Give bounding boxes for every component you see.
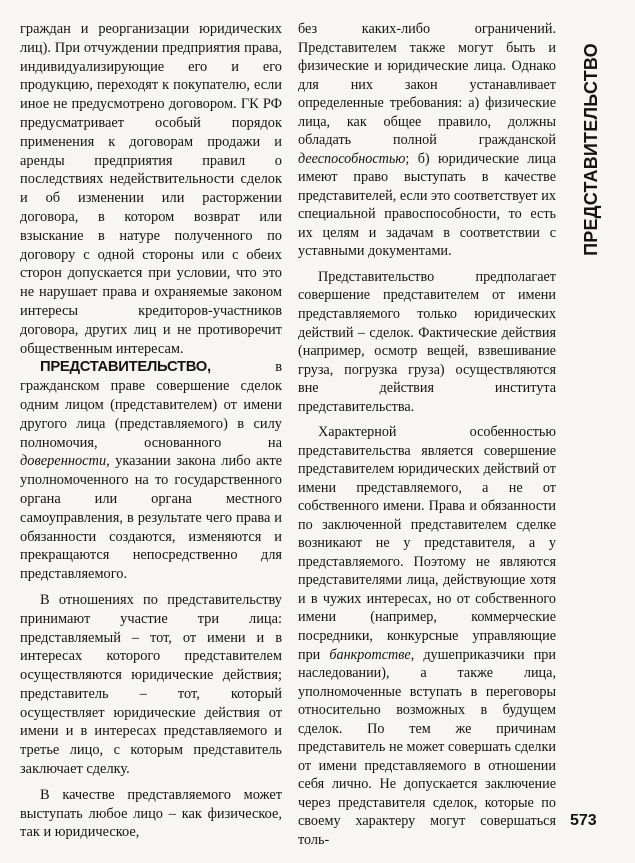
text-part: без каких-либо ограничений. Представителем также могут быть и физические и юридические лица. Однако для них закон устанавливает определенные требования: а) физические лица, как общее правило, должны обладать полной гражданской: [298, 21, 556, 149]
paragraph: В отношениях по представительству принимают участие три лица: представляемый – тот, от имени и в интересах которого представителем осуществляются юридические действия; представитель – тот, который осуществляет юридические действия от имени и в интересах представляемого и третье лицо, с которым представитель заключает сделку.: [20, 591, 282, 778]
page-number: 573: [570, 812, 597, 829]
text-part: Характерной особенностью представительства является совершение представителем юридических действий от имени представляемого, а не от собственного имени. Права и обязанности по заключенной представителем сделке возникают не у представителя, а у представляемого. Поэтому не являются представителями лица, действующие хотя и в чужих интересах, но от собственного имени (например, коммерческие посредники, конкурсные управляющие при: [298, 424, 556, 663]
paragraph: Представительство предполагает совершение представителем от имени представляемого только юридических действий – сделок. Фактические действия (например, осмотр вещей, взвешивание груза, погрузка груза) осуществляются вне действия института представительства.: [298, 268, 556, 415]
right-text-column: [298, 20, 556, 849]
running-head-text: ПРЕДСТАВИТЕЛЬСТВО: [580, 42, 601, 256]
cross-reference-link-bankrotstvo[interactable]: банкротстве: [329, 646, 411, 663]
cross-reference-link-deesposobnost[interactable]: дееспособностью: [298, 150, 406, 167]
entry-headword: ПРЕДСТАВИТЕЛЬСТВО,: [40, 359, 211, 376]
paragraph: [298, 423, 556, 849]
entry-text-part: в гражданском праве совершение сделок одним лицом (представителем) от имени другого лица (представляемого) в силу полномочия, основанного на: [20, 359, 282, 451]
text-part: , душеприказчики при наследовании), а также лица, уполномоченные вступать в переговоры относительно возможных в будущем сделок. По тем же причинам представитель не может совершать сделки от имени представляемого в отношении себя лично. Не допускается заключение через представителя сделок, которые по своему характеру могут совершаться толь-: [298, 646, 556, 848]
text-part: ; б) юридические лица имеют право выступать в качестве представителей, если это соответствует их специальной правоспособности, то есть их целям и задачам в соответствии с уставными документами.: [298, 150, 556, 260]
paragraph-continued: граждан и реорганизации юридических лиц). При отчуждении предприятия права, индивидуализирующие его и его продукцию, переходят к покупателю, если иное не предусмотрено договором. ГК РФ предусматривает особый порядок применения к договорам продажи и аренды предприятия правил о последствиях недействительности сделок и об изменении или расторжении договора, в котором возврат или взыскание в натуре полученного по договору с одной стороны или с обеих сторон допускается при условии, что это не нарушает права и охраняемые законом интересы кредиторов-участников договора, других лиц и не противоречит общественным интересам.: [20, 21, 282, 357]
entry-text-part: , указании закона либо акте уполномоченного на то государственного органа или органа местного самоуправления, в результате чего права и обязанности создаются, изменяются и прекращаются непосредственно для представляемого.: [20, 453, 282, 583]
running-head: [571, 28, 611, 270]
paragraph-continued: [298, 20, 556, 261]
cross-reference-link-doverennost[interactable]: доверенности: [20, 453, 107, 470]
left-text-column: [20, 20, 282, 842]
dictionary-entry-representation: [20, 358, 282, 584]
paragraph: В качестве представляемого может выступать любое лицо – как физическое, так и юридическое,: [20, 786, 282, 841]
